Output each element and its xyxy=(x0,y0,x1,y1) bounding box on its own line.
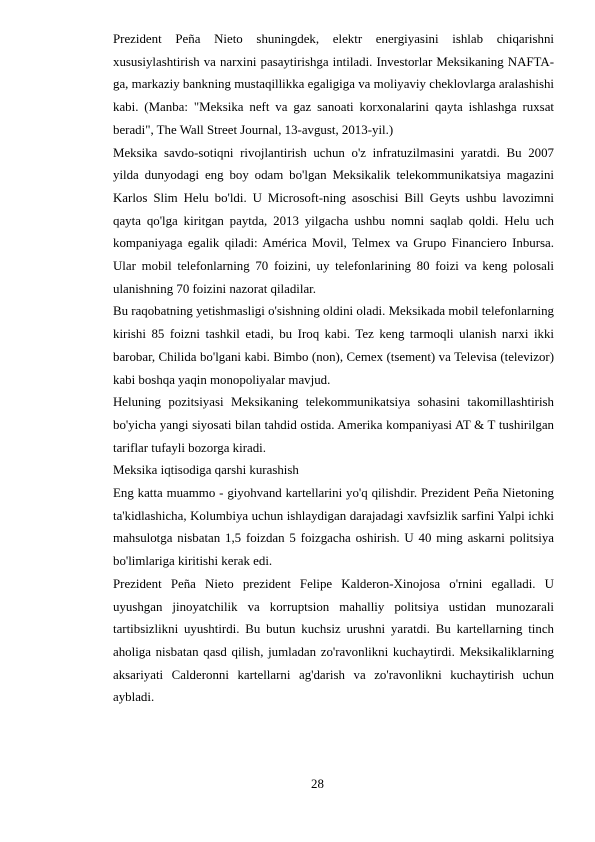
document-body xyxy=(113,28,554,709)
page-number: 28 xyxy=(311,777,324,791)
paragraph-helu-position: Heluning pozitsiyasi Meksikaning telekommunikatsiya sohasini takomillashtirish bo'yicha yangi siyosati bilan tahdid ostida. Amerika kompaniyasi AT & T tushirilgan tariflar tufayli bozorga kiradi. xyxy=(113,395,554,455)
paragraph-drug-cartels: Eng katta muammo - giyohvand kartellarini yo'q qilishdir. Prezident Peña Nietoning ta'kidlashicha, Kolumbiya uchun ishlaydigan darajadagi xavfsizlik sarfini Yalpi ichki mahsulotga nisbatan 1,5 foizdan 5 foizgacha oshirish. U 40 ming askarni politsiya bo'limlariga kiritishi kerak edi. xyxy=(113,486,554,569)
paragraph-calderon: Prezident Peña Nieto prezident Felipe Kalderon-Xinojosa o'rnini egalladi. U uyushgan jinoyatchilik va korruptsion mahalliy politsiya ustidan munozarali tartibsizlikni uyushtirdi. Bu butun kuchsiz urushni yaratdi. Bu kartellarning tinch aholiga nisbatan qasd qilish, jumladan zo'ravonlikni kuchaytirdi. Meksikaliklarning aksariyati Calderonni kartellarni ag'darish va zo'ravonlikni kuchaytirish uchun aybladi. xyxy=(113,576,554,705)
paragraph-nafta: Prezident Peña Nieto shuningdek, elektr energiyasini ishlab chiqarishni xususiylashtirish va narxini pasaytirishga intiladi. Investorlar Meksikaning NAFTA-ga, markaziy bankning mustaqillikka egaligiga va moliyaviy cheklovlarga aralashishi kabi. (Manba: "Meksika neft va gaz sanoati korxonalarini qayta ishlashga ruxsat beradi", The Wall Street Journal, 13-avgust, 2013-yil.) xyxy=(113,32,554,137)
paragraph-competition: Bu raqobatning yetishmasligi o'sishning oldini oladi. Meksikada mobil telefonlarning kirishi 85 foizni tashkil etadi, bu Iroq kabi. Tez keng tarmoqli ulanish narxi ikki barobar, Chilida bo'lgani kabi. Bimbo (non), Cemex (tsement) va Televisa (televizor) kabi boshqa yaqin monopoliyalar mavjud. xyxy=(113,304,554,387)
paragraph-slim-helu: Meksika savdo-sotiqni rivojlantirish uchun o'z infratuzilmasini yaratdi. Bu 2007 yilda dunyodagi eng boy odam bo'lgan Meksikalik telekommunikatsiya magazini Karlos Slim Helu bo'ldi. U Microsoft-ning asoschisi Bill Geyts ushbu lavozimni qayta qo'lga kiritgan paytda, 2013 yilgacha ushbu nomni saqlab qoldi. Helu uch kompaniyaga egalik qiladi: América Movil, Telmex va Grupo Financiero Inbursa. Ular mobil telefonlarning 70 foizini, uy telefonlarining 80 foizi va keng polosali ulanishning 70 foizini nazorat qiladilar. xyxy=(113,145,554,296)
section-heading: Meksika iqtisodiga qarshi kurashish xyxy=(113,463,299,478)
